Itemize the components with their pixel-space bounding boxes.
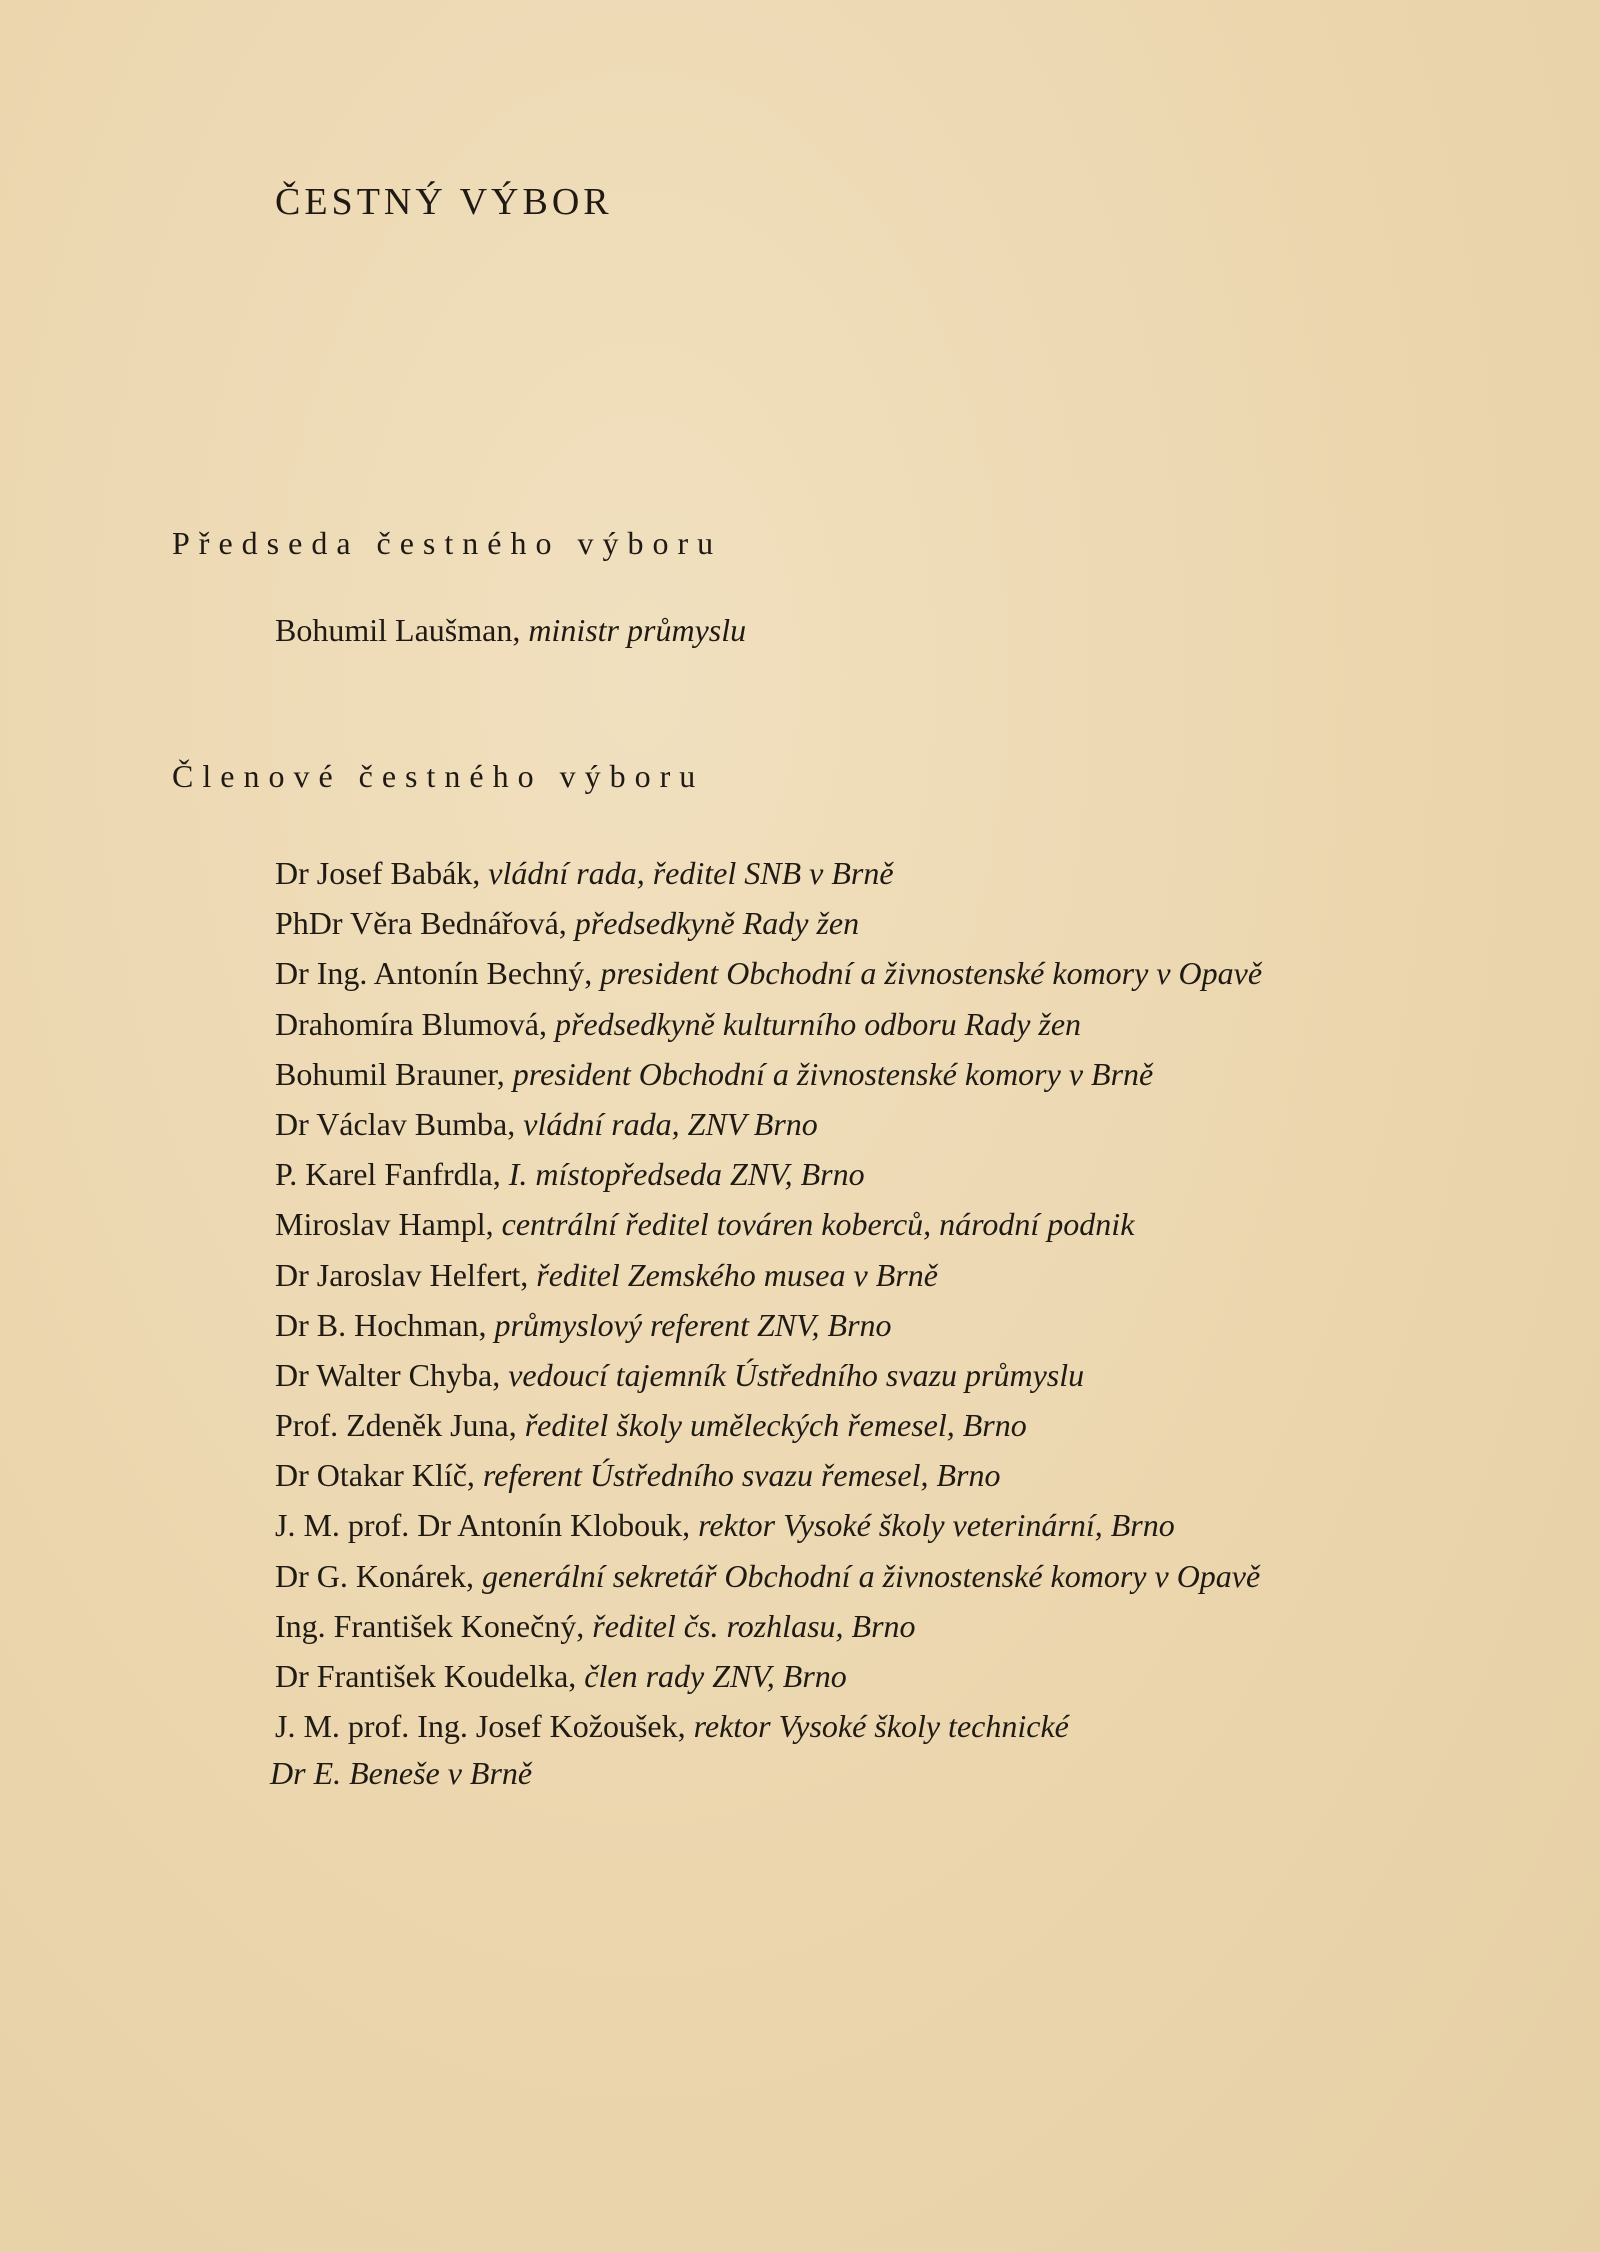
member-entry	[275, 1400, 1262, 1450]
member-role: I. místopředseda ZNV, Brno	[508, 1156, 865, 1193]
member-name: Dr Josef Babák,	[275, 855, 489, 891]
member-name: Dr František Koudelka,	[275, 1658, 585, 1694]
member-role: předsedkyně kulturního odboru Rady žen	[554, 1005, 1082, 1042]
member-entry	[275, 1450, 1262, 1500]
member-name: Bohumil Brauner,	[275, 1055, 513, 1092]
member-entry	[275, 1300, 1262, 1350]
member-role: průmyslový referent ZNV, Brno	[494, 1306, 892, 1343]
member-role: centrální ředitel továren koberců, národní podnik	[501, 1206, 1135, 1243]
member-role: generální sekretář Obchodní a živnostenské komory v Opavě	[482, 1557, 1261, 1594]
member-name: Dr Otakar Klíč,	[275, 1457, 483, 1494]
member-entry	[275, 999, 1262, 1049]
member-role: vládní rada, ředitel SNB v Brně	[488, 855, 894, 891]
member-name: J. M. prof. Ing. Josef Kožoušek,	[275, 1708, 694, 1745]
members-list	[275, 848, 1262, 1751]
member-role: vládní rada, ZNV Brno	[523, 1105, 818, 1142]
member-role: ředitel čs. rozhlasu, Brno	[592, 1607, 916, 1644]
member-name: Drahomíra Blumová,	[275, 1005, 555, 1042]
member-entry	[275, 1701, 1262, 1751]
member-role-continuation: Dr E. Beneše v Brně	[270, 1755, 533, 1791]
member-name: Dr Václav Bumba,	[275, 1105, 524, 1142]
member-entry	[275, 1651, 1262, 1701]
member-entry	[275, 1250, 1262, 1300]
member-entry	[275, 1199, 1262, 1249]
member-entry	[275, 848, 1262, 898]
page-title: ČESTNÝ VÝBOR	[275, 181, 613, 223]
member-entry	[275, 1350, 1262, 1400]
member-entry	[275, 1049, 1262, 1099]
chair-role: ministr průmyslu	[528, 612, 747, 648]
member-role: referent Ústředního svazu řemesel, Brno	[482, 1457, 1001, 1494]
member-role: president Obchodní a živnostenské komory v Opavě	[600, 955, 1263, 992]
member-name: Dr Walter Chyba,	[275, 1356, 509, 1393]
member-name: Dr B. Hochman,	[275, 1306, 495, 1343]
member-name: Miroslav Hampl,	[275, 1206, 502, 1243]
member-entry	[275, 948, 1262, 998]
member-name: Dr Ing. Antonín Bechný,	[275, 955, 601, 992]
member-role: rektor Vysoké školy veterinární, Brno	[698, 1507, 1175, 1544]
member-role: člen rady ZNV, Brno	[584, 1658, 847, 1694]
member-entry	[275, 1601, 1262, 1651]
member-name: Dr G. Konárek,	[275, 1557, 483, 1594]
member-name: PhDr Věra Bednářová,	[275, 905, 575, 942]
chair-section-heading: Předseda čestného výboru	[172, 525, 723, 561]
member-role: rektor Vysoké školy technické	[693, 1708, 1069, 1745]
member-role: ředitel Zemského musea v Brně	[536, 1256, 938, 1293]
members-section-heading: Členové čestného výboru	[172, 758, 705, 794]
member-entry	[275, 898, 1262, 948]
member-name: Dr Jaroslav Helfert,	[275, 1256, 537, 1293]
member-entry	[275, 1500, 1262, 1550]
member-entry	[275, 1149, 1262, 1199]
member-role: předsedkyně Rady žen	[574, 905, 860, 942]
member-name: P. Karel Fanfrdla,	[275, 1156, 509, 1193]
member-name: Prof. Zdeněk Juna,	[275, 1407, 525, 1444]
member-name: J. M. prof. Dr Antonín Klobouk,	[275, 1507, 699, 1544]
member-role: ředitel školy uměleckých řemesel, Brno	[524, 1407, 1027, 1444]
member-entry	[275, 1551, 1262, 1601]
member-name: Ing. František Konečný,	[275, 1607, 593, 1644]
member-role: president Obchodní a živnostenské komory v Brně	[512, 1055, 1154, 1092]
member-role: vedoucí tajemník Ústředního svazu průmyslu	[508, 1356, 1085, 1393]
chair-entry	[275, 612, 746, 649]
member-entry	[275, 1099, 1262, 1149]
chair-name: Bohumil Laušman,	[275, 612, 529, 648]
